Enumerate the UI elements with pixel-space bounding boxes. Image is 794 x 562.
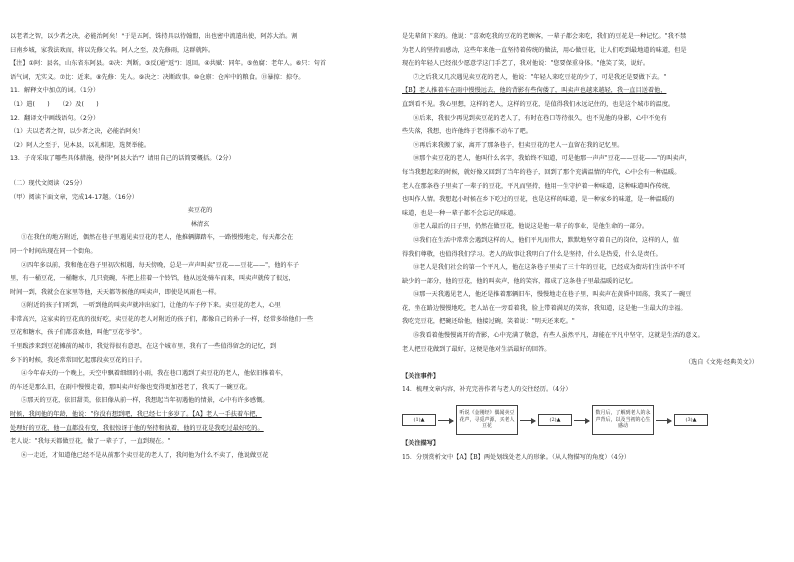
flowchart-arrow <box>574 420 589 421</box>
right_column-line: 缺少的一部分，他的豆花，他的叫卖声，他的笑容，都成了这条巷子里最温暖的记忆。 <box>402 277 638 285</box>
left_column-line: 同一个时间出现在同一个街角。 <box>10 247 97 255</box>
right_column-line: ⑭那一天我遇见老人，他还是推着那辆旧车，慢慢地走在巷子里，叫卖声在黄昏中回荡，我买了一碗豆 <box>413 291 692 299</box>
right_column-line: 我吃完豆花，把碗还给他，他接过碗，笑着说："明天还来吃。" <box>402 318 575 326</box>
left_column-line: 11．解释文中加点的词。（1分） <box>10 87 100 95</box>
flowchart <box>402 403 786 437</box>
left_column-line: 非常高兴，这家卖的豆花真的很好吃，卖豆花的老人对附近的孩子们，都像自己的孙子一样，经常多给他们一些 <box>10 315 314 323</box>
left_column-line: 处理好的豆花，他一直都没有变，我很惊讶于他的坚持和执着，他的豆花是我吃过最好吃的。 <box>10 424 264 432</box>
right_column-line: 【关注事件】 <box>402 372 440 380</box>
left_column-line: 乡下的时候，我还常常回忆起那段卖豆花的日子。 <box>10 356 147 364</box>
right_column-line: ⑬老人是我们社会的第一个平凡人，他在这条巷子里卖了三十年的豆花，已经成为街坊们生活中不可 <box>413 264 686 272</box>
right_column-line: 是先辈留下来的。他说："喜欢吃我的豆花的老顾客，一辈子都会来吃，我们的豆花是一种记忆。"我不禁 <box>402 33 687 40</box>
left_column-line: 千里跋涉来到豆花摊前的城市，我觉得很有意思，在这个城市里，我有了一些值得留念的记忆，到 <box>10 343 277 351</box>
right-column <box>402 30 786 464</box>
right_column-line: ⑪老人最后的日子里，仍然在做豆花，他说这是他一辈子的事业，是他生命的一部分。 <box>413 223 649 231</box>
left_column-line: （2）阿人之至于，见本县，以礼相迎，选贤举能。 <box>10 141 151 149</box>
left_column-line: （二）现代文阅读（25分） <box>10 179 86 187</box>
left_column-line: ②四年多以前，我和他在巷子里初次相遇，每天傍晚，总是一声声叫卖"豆花——豆花——"，他的车子 <box>21 261 299 269</box>
flowchart-arrow <box>520 420 535 421</box>
left_column-line: 林清玄 <box>190 220 210 228</box>
left_column-line: 的车还是那么旧，在雨中慢慢走着，那叫卖声好像也变得更加苍老了，我买了一碗豆花。 <box>10 383 252 391</box>
right_column-line: ⑨再后来我搬了家，离开了那条巷子，但卖豆花的老人一直留在我的记忆里。 <box>413 141 624 149</box>
right_column-line: 老人把豆花做到了最好，这便是他对生活最好的回答。 <box>402 345 551 353</box>
flowchart-arrow <box>656 420 671 421</box>
left_column-line: 以老者之智，以少者之决，必能治阿矣！"于是五阿，铢持具以待翰盟，出也密中流遣出使，阿苏大治。割 <box>10 33 298 40</box>
right_column-line: 【关注描写】 <box>402 440 440 448</box>
left_column-line: 时候，我问他的年龄，他说："你没有想到吧，我已经七十多岁了。【A】老人一手扶着车把， <box>10 411 262 419</box>
left_column-line: 曰南乡城，家我法欢而，将以先修父名。阿人之至，及先修雨，这群就阵。 <box>10 46 215 54</box>
left_column-line: 豆花和糖水，孩子们都喜欢他，叫他"豆花爷爷"。 <box>10 329 146 337</box>
right_column-line: ⑧后来，我很少再见到卖豆花的老人了，有时在巷口等待很久，也不见他的身影，心中不免有 <box>413 114 667 122</box>
left_column-line: 里，有一桶豆花，一桶糖水，几只瓷碗，车把上挂着一个铃铛，他从远处骑车而来，叫卖声就传了很远， <box>10 275 295 283</box>
flowchart-box: (2)▲ <box>538 414 572 426</box>
right_column-line: 花，坐在路边慢慢地吃，老人站在一旁看着我，脸上带着满足的笑容，我知道，这是他一生最大的幸福。 <box>402 304 687 312</box>
flowchart-arrow <box>438 420 453 421</box>
right_column-line: ⑦之后我又几次遇见卖豆花的老人，他说："年轻人来吃豆花的少了，可是我还是要做下去。" <box>413 73 667 81</box>
flowchart-box: (3)▲ <box>674 414 708 426</box>
right_column-line: 也叫作人情。我想起小时候在乡下吃过的豆花，也是这样的味道，是一种家乡的味道，是一种温暖的 <box>402 196 675 204</box>
left_column-line: 时间一到，我就会在家里等他，天天都等候他的叫卖声，即使是风雨也一样。 <box>10 288 221 296</box>
right_column-line: ⑫我们在生活中常常会遇到这样的人，他们平凡而伟大，默默地坚守着自己的岗位，这样的人，值 <box>413 236 680 244</box>
left_column-line: 13．子奇采取了哪些具体措施，使得"阿县大治"？请用自己的话简要概括。（2分） <box>10 155 235 163</box>
right_column-line: ⑮我看着他慢慢离开的背影，心中充满了敬意，有些人虽然平凡，却能在平凡中坚守，这就是生活的意义。 <box>413 332 704 340</box>
right_column-line: 得我们尊敬，也值得我们学习。老人的故事让我明白了什么是坚持，什么是热爱，什么是责任。 <box>402 250 662 258</box>
right_column-line: 【B】老人推着车在雨中慢慢远去，他的背影有些佝偻了，叫卖声也越来越轻，我一直目送着他， <box>402 87 667 95</box>
right_column-line: 老人在那条巷子里卖了一辈子的豆花，平凡而坚持，他用一生守护着一种味道，这种味道叫作传统， <box>402 182 675 190</box>
flowchart-box: 听说《金刚经》偶闻卖豆花声，寻觅声源，买老人豆花 <box>456 405 518 435</box>
right_column-line: 为老人的坚持而感动，这些年来他一直坚持着传统的做法，用心做豆花，让人们吃到最地道的味道，但是 <box>402 46 687 54</box>
left_column-line: ④今年春天的一个晚上，天空中飘着细细的小雨，我在巷口遇到了卖豆花的老人，他依旧推着车， <box>21 370 288 378</box>
right_column-line: ⑩那个卖豆花的老人，他叫什么名字，我始终不知道，可是他那一声声"豆花——豆花——"的叫卖声， <box>413 155 691 163</box>
right_column-line: 味道，也是一种一辈子都不会忘记的味道。 <box>402 209 520 217</box>
left_column-line: 老人说："我每天都做豆花，做了一辈子了，一直到现在。" <box>10 438 171 446</box>
left_column-line: ③附近的孩子们听到，一听到他的叫卖声就冲出家门，让他的车子停下来。卖豆花的老人，心里 <box>21 302 281 310</box>
left_column-line: 语气词，无实义。⑦比：近来。⑧先修：先人。⑨决之：决断政事。⑩仓廪：仓库中的粮食。⑪暴掠：掠夺。 <box>10 73 305 81</box>
right_column-line: 直到看不见。我心里想，这样的老人，这样的豆花，是值得我们永远记住的，也是这个城市的温度。 <box>402 100 675 108</box>
right_column-line: （选自《文苑·经典美文》） <box>684 359 758 367</box>
flowchart-box: 数月后，了解到老人的永声背后，以及当初的心生感动 <box>592 405 654 435</box>
left_column-line: ①在我住的地方附近，偶然在巷子里遇见卖豆花的老人，他推辆脚踏车，一路慢慢地走，每天都会在 <box>21 234 294 242</box>
left_column-line: （1）遣( ) （2）及( ) <box>10 100 99 108</box>
left_column-line: ⑥一走近，才知道他已经不是从前那个卖豆花的老人了，我问他为什么不卖了，他说做豆花 <box>21 451 269 459</box>
right_column-line: 些失落，我想，也许他终于老得推不动车了吧。 <box>402 128 532 136</box>
right_column-line: 现在的年轻人已经很少愿意学这门手艺了，我对他说："您要保重身体。"他笑了笑，说好。 <box>402 60 650 68</box>
flowchart-box: (1)▲ <box>402 414 436 426</box>
left-column <box>10 30 390 462</box>
left_column-line: 卖豆花的 <box>187 207 213 215</box>
right_column-line: 15．分别赏析文中【A】【B】两处划线处老人的形象。（从人物描写的角度）（4分） <box>402 453 631 461</box>
right_column-line: 14．梳理文章内容，补充完善作者与老人的交往经历。（4分） <box>402 386 572 394</box>
left_column-line: （1）夫以老者之智，以少者之决，必能治阿矣！ <box>10 128 144 136</box>
left_column-line <box>10 166 390 177</box>
left_column-line: （甲）阅读下面文章，完成14-17题。（16分） <box>10 193 138 201</box>
left_column-line: ⑤那天的豆花，依旧甜美，依旧像从前一样，我想起当年初遇他的情景，心中有许多感慨。 <box>21 397 269 405</box>
left_column-line: 【注】①阿：县名，山东省东阿县。②决：判断。③反(通"返")：返回。④共赋：同年。⑤鱼腐：老年人。⑥只：句首 <box>10 60 327 68</box>
left_column-line: 12．翻译文中画线语句。（2分） <box>10 114 100 122</box>
right_column-line: 每当我想起来的时候，就好像又回到了当年的巷子，回到了那个充满温情的年代，心中会有一种温暖。 <box>402 168 681 176</box>
